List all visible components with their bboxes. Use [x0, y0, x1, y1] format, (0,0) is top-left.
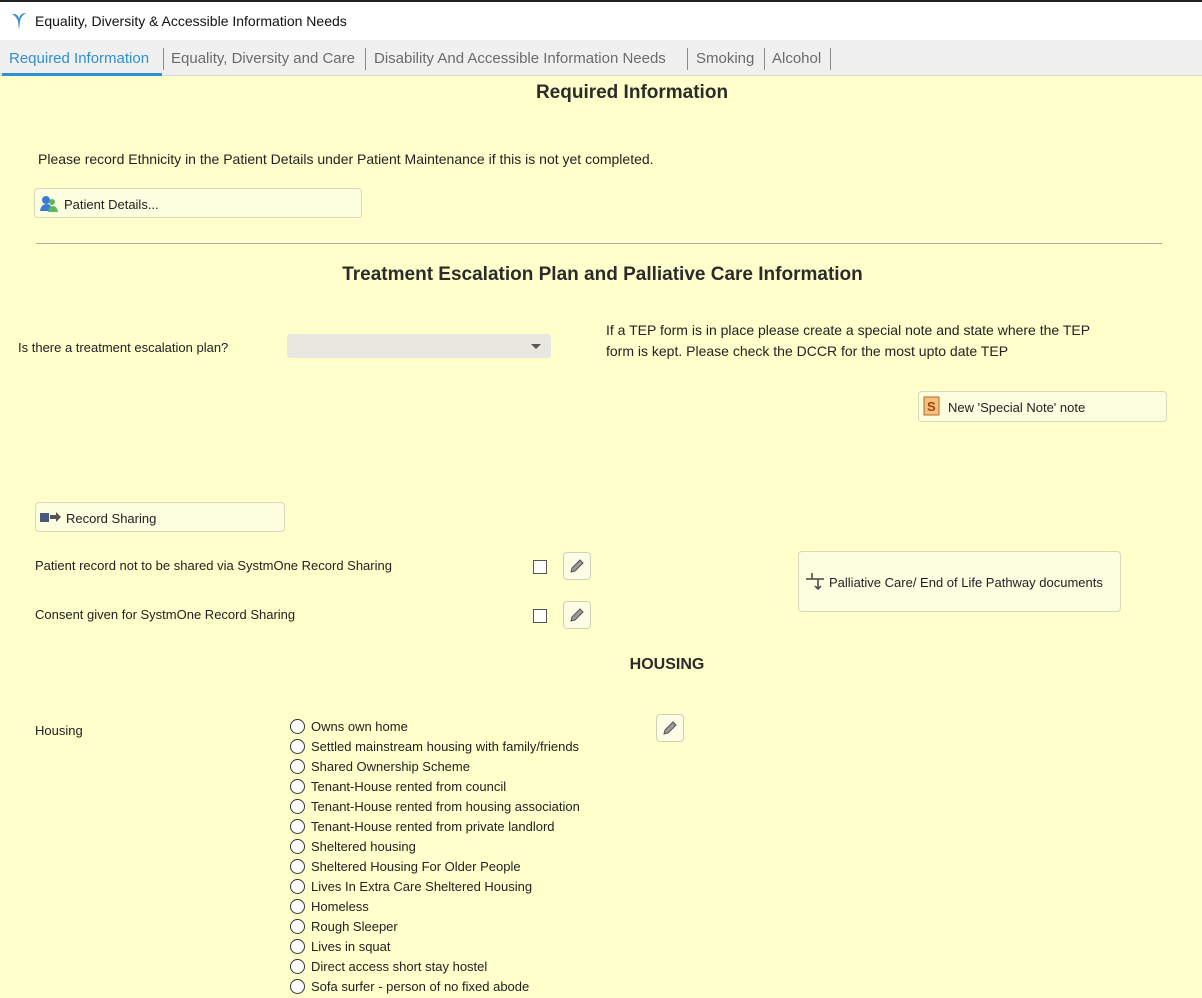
radio-button[interactable] [290, 779, 305, 794]
tep-info-line-2: form is kept. Please check the DCCR for the most upto date TEP [606, 343, 1009, 359]
patient-details-label: Patient Details... [64, 197, 159, 212]
housing-option-label: Tenant-House rented from private landlord [311, 819, 555, 834]
tab-smoking[interactable]: Smoking [696, 50, 755, 67]
radio-button[interactable] [290, 859, 305, 874]
housing-option-label: Tenant-House rented from housing association [311, 799, 580, 814]
title-bar [0, 0, 1202, 40]
radio-button[interactable] [290, 759, 305, 774]
chevron-down-icon [531, 344, 541, 349]
window-title: Equality, Diversity & Accessible Information Needs [35, 13, 347, 29]
housing-option-label: Shared Ownership Scheme [311, 759, 470, 774]
record-sharing-label: Record Sharing [66, 511, 157, 526]
palliative-care-label: Palliative Care/ End of Life Pathway documents [829, 575, 1103, 590]
housing-option-label: Direct access short stay hostel [311, 959, 488, 974]
housing-option-label: Settled mainstream housing with family/friends [311, 739, 580, 754]
consent-label: Consent given for SystmOne Record Sharing [35, 607, 296, 622]
new-special-note-button[interactable] [918, 391, 1167, 422]
special-note-label: New 'Special Note' note [948, 400, 1086, 415]
pencil-icon [568, 606, 586, 624]
tep-question-label: Is there a treatment escalation plan? [18, 340, 229, 355]
radio-button[interactable] [290, 899, 305, 914]
pencil-icon [661, 719, 679, 737]
pathway-icon [804, 571, 826, 591]
record-sharing-icon [40, 511, 62, 525]
tab-separator [163, 48, 164, 70]
systmone-logo-icon [10, 11, 28, 31]
svg-text:S: S [927, 399, 936, 414]
housing-option-label: Rough Sleeper [311, 919, 398, 934]
housing-option-label: Homeless [311, 899, 369, 914]
housing-option-label: Sheltered housing [311, 839, 416, 854]
not-shared-checkbox[interactable] [533, 560, 547, 574]
record-sharing-button[interactable] [35, 502, 285, 532]
special-note-icon [923, 396, 943, 416]
housing-edit-button[interactable] [656, 714, 684, 742]
consent-edit-button[interactable] [563, 601, 591, 629]
radio-button[interactable] [290, 799, 305, 814]
consent-checkbox[interactable] [533, 609, 547, 623]
tab-required-information[interactable]: Required Information [9, 50, 150, 67]
tab-separator [365, 48, 366, 70]
housing-label: Housing [35, 723, 83, 738]
radio-button[interactable] [290, 939, 305, 954]
tab-bar [0, 40, 1202, 76]
not-shared-edit-button[interactable] [563, 552, 591, 580]
housing-heading: HOUSING [629, 656, 705, 673]
tep-select[interactable] [287, 334, 551, 358]
radio-button[interactable] [290, 879, 305, 894]
radio-button[interactable] [290, 839, 305, 854]
radio-button[interactable] [290, 979, 305, 994]
section-divider [36, 243, 1162, 244]
housing-option-label: Sofa surfer - person of no fixed abode [311, 979, 530, 994]
radio-button[interactable] [290, 959, 305, 974]
not-shared-label: Patient record not to be shared via SystmOne Record Sharing [35, 558, 392, 573]
housing-option-label: Lives in squat [311, 939, 391, 954]
housing-option-label: Sheltered Housing For Older People [311, 859, 521, 874]
pencil-icon [568, 557, 586, 575]
housing-option-label: Lives In Extra Care Sheltered Housing [311, 879, 533, 894]
radio-button[interactable] [290, 919, 305, 934]
tab-separator [687, 48, 688, 70]
patient-details-icon [39, 194, 59, 214]
tab-alcohol[interactable]: Alcohol [772, 50, 822, 67]
tab-separator [764, 48, 765, 70]
tep-info-line-1: If a TEP form is in place please create a special note and state where the TEP [606, 322, 1091, 338]
tab-equality-diversity-care[interactable]: Equality, Diversity and Care [171, 50, 355, 67]
patient-details-button[interactable] [34, 188, 362, 218]
required-information-panel [0, 76, 1202, 998]
radio-button[interactable] [290, 739, 305, 754]
housing-option-label: Owns own home [311, 719, 408, 734]
housing-option-label: Tenant-House rented from council [311, 779, 507, 794]
ethnicity-instruction: Please record Ethnicity in the Patient Details under Patient Maintenance if this is not yet completed. [38, 151, 654, 167]
palliative-care-button[interactable] [798, 551, 1121, 612]
tep-heading: Treatment Escalation Plan and Palliative Care Information [342, 264, 863, 285]
required-information-heading: Required Information [535, 82, 729, 103]
radio-button[interactable] [290, 719, 305, 734]
tab-separator [830, 48, 831, 70]
radio-button[interactable] [290, 819, 305, 834]
tab-disability-accessible-info[interactable]: Disability And Accessible Information Needs [374, 50, 666, 67]
